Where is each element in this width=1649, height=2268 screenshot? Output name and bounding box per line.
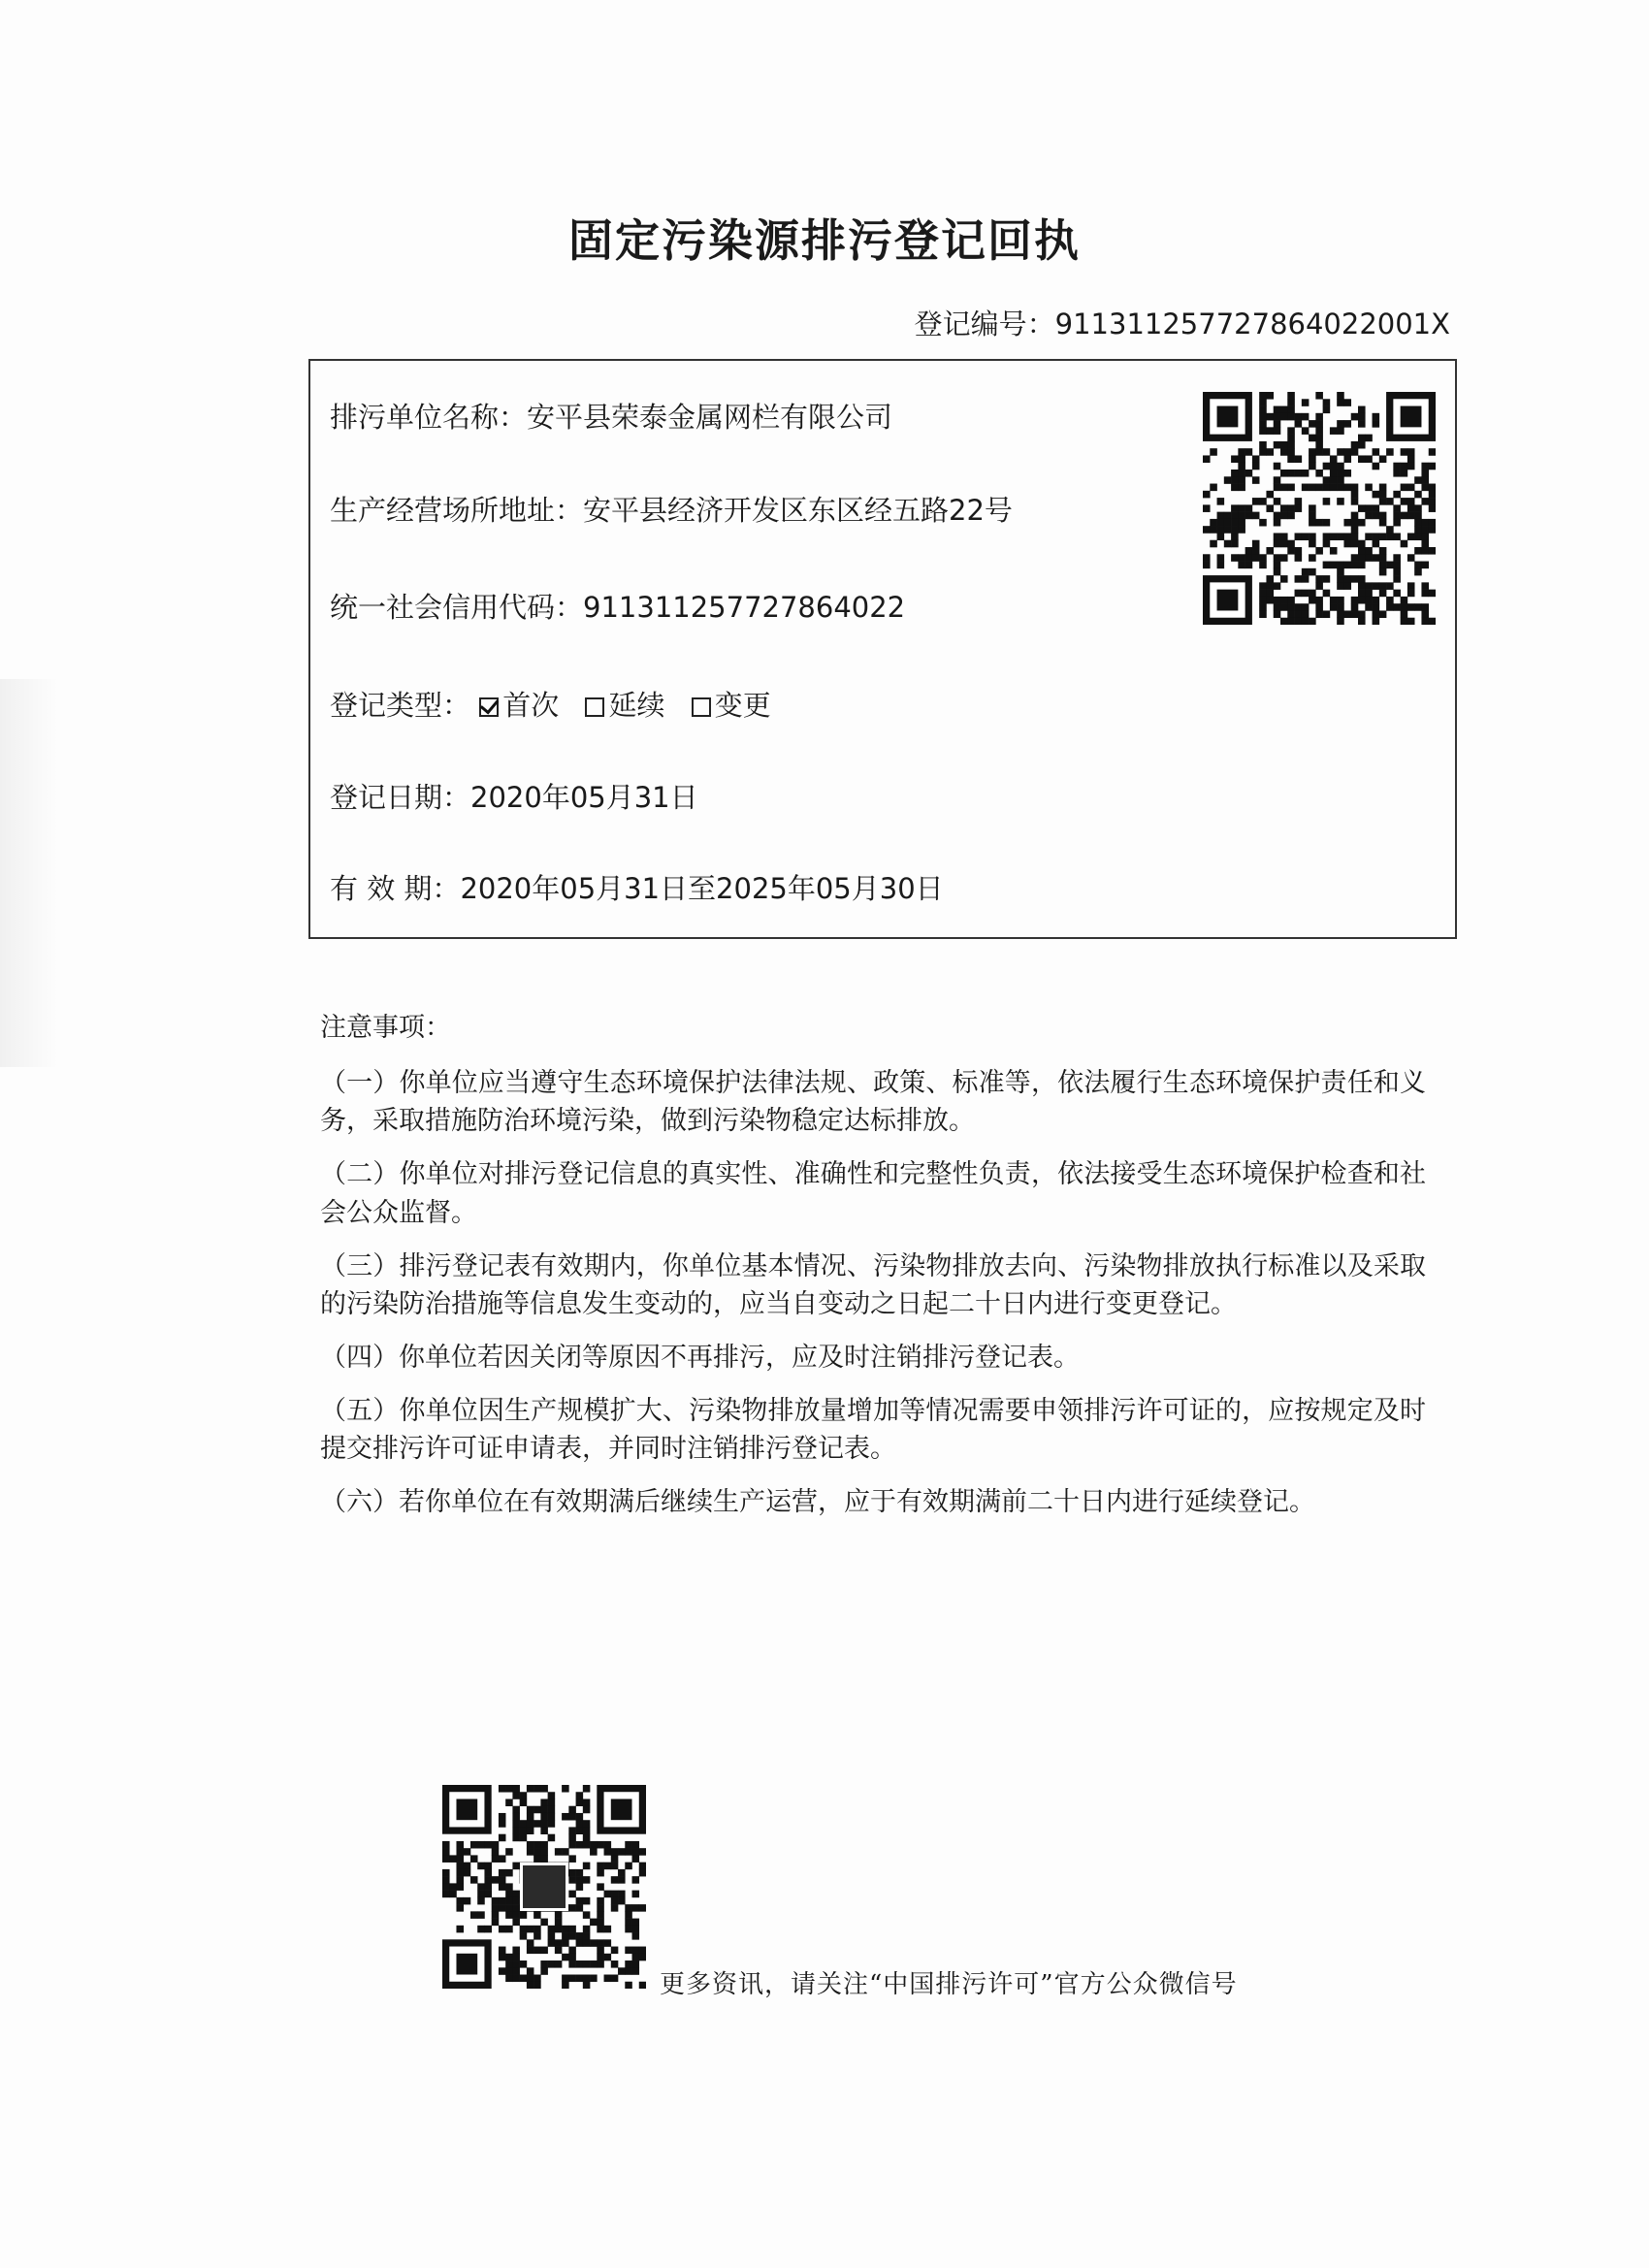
address-row <box>330 489 1013 529</box>
registration-number-label: 登记编号： <box>914 308 1055 340</box>
note-item: （三）排污登记表有效期内，你单位基本情况、污染物排放去向、污染物排放执行标准以及采取的污染防治措施等信息发生变动的，应当自变动之日起二十日内进行变更登记。 <box>320 1250 1426 1319</box>
type-option-renewal: 延续 <box>585 689 664 722</box>
checked-box-icon <box>479 697 499 717</box>
credit-code-row <box>330 586 905 626</box>
credit-code-label: 统一社会信用代码： <box>330 591 584 624</box>
address-value: 安平县经济开发区东区经五路22号 <box>583 494 1013 527</box>
registration-date-row <box>330 776 698 816</box>
note-item: （五）你单位因生产规模扩大、污染物排放量增加等情况需要申领排污许可证的，应按规定及时提交排污许可证申请表，并同时注销排污登记表。 <box>320 1396 1426 1465</box>
registration-date-label: 登记日期： <box>330 781 471 814</box>
unchecked-box-icon <box>585 697 604 717</box>
wechat-qr-wrapper <box>442 1785 646 1989</box>
unit-name-value: 安平县荣泰金属网栏有限公司 <box>527 401 893 434</box>
address-label: 生产经营场所地址： <box>330 494 584 527</box>
registration-date-value: 2020年05月31日 <box>470 781 698 814</box>
type-option-change: 变更 <box>692 689 771 722</box>
credit-code-value: 911311257727864022 <box>583 591 906 624</box>
registration-type-row <box>330 684 789 724</box>
validity-value: 2020年05月31日至2025年05月30日 <box>460 872 944 905</box>
note-item: （四）你单位若因关闭等原因不再排污，应及时注销排污登记表。 <box>320 1342 1080 1373</box>
registration-number-value: 911311257727864022001X <box>1054 308 1450 340</box>
scan-shadow <box>0 679 58 1067</box>
page-title: 固定污染源排污登记回执 <box>568 214 1081 267</box>
type-option-first: 首次 <box>479 689 559 722</box>
note-item: （一）你单位应当遵守生态环境保护法律法规、政策、标准等，依法履行生态环境保护责任和义务，采取措施防治环境污染，做到污染物稳定达标排放。 <box>320 1068 1426 1137</box>
registration-number <box>915 303 1450 342</box>
note-item: （六）若你单位在有效期满后继续生产运营，应于有效期满前二十日内进行延续登记。 <box>320 1487 1315 1518</box>
unit-name-row <box>330 396 892 436</box>
registration-type-label: 登记类型： <box>330 689 471 722</box>
unchecked-box-icon <box>692 697 711 717</box>
registration-qr-code-icon <box>1203 392 1436 625</box>
validity-row <box>330 867 944 907</box>
notes-section <box>320 1009 1426 1538</box>
notes-heading: 注意事项： <box>320 1013 451 1043</box>
registration-info-box <box>308 359 1457 939</box>
note-item: （二）你单位对排污登记信息的真实性、准确性和完整性负责，依法接受生态环境保护检查和社会公众监督。 <box>320 1159 1426 1228</box>
wechat-logo-icon <box>520 1863 568 1911</box>
footer-wechat-note: 更多资讯，请关注“中国排污许可”官方公众微信号 <box>660 1970 1238 1999</box>
validity-label: 有 效 期： <box>330 872 461 905</box>
unit-name-label: 排污单位名称： <box>330 401 528 434</box>
